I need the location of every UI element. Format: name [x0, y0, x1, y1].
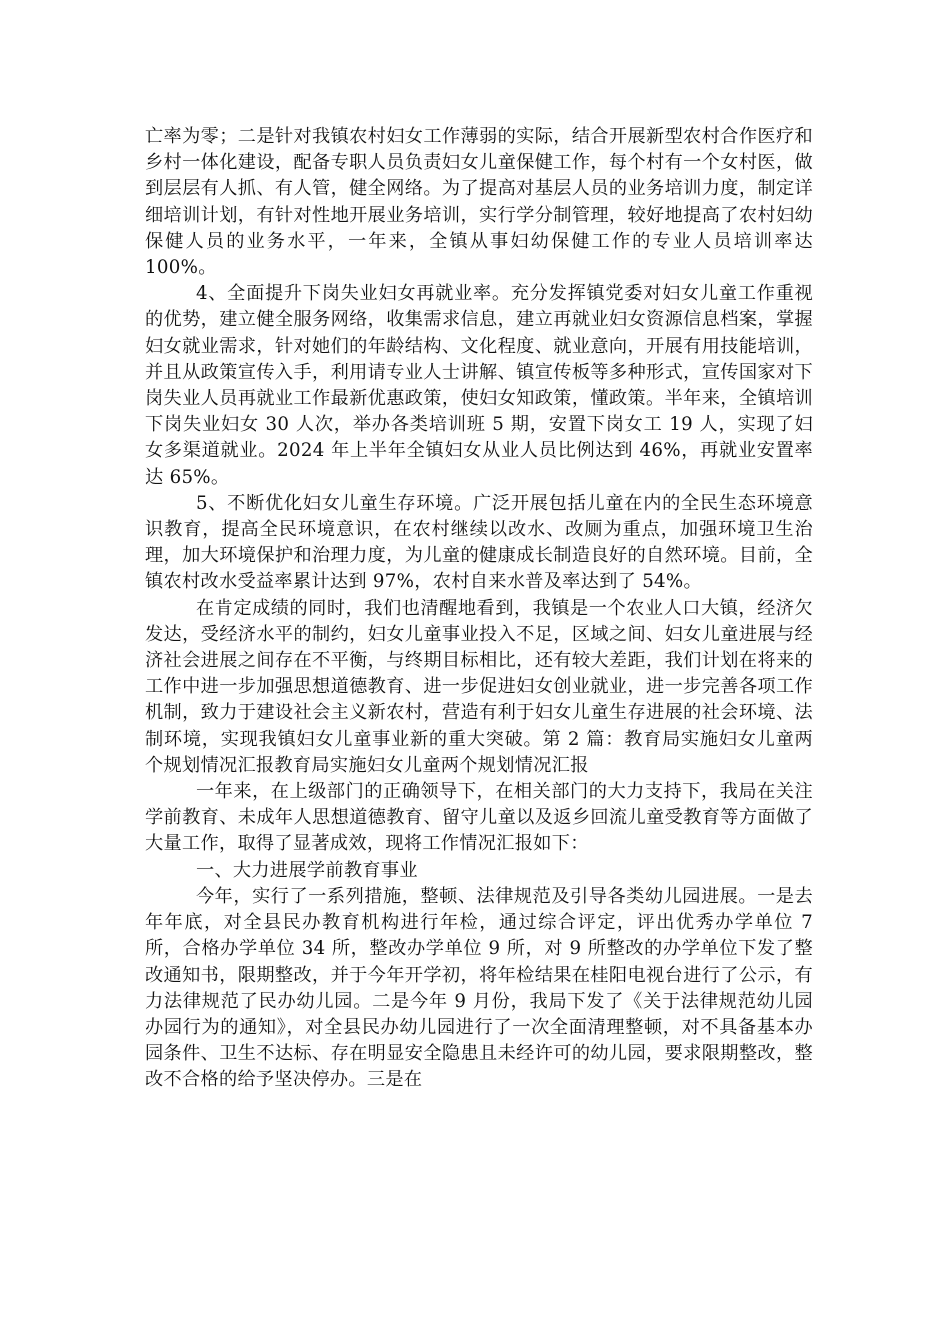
section-heading: 一、大力进展学前教育事业: [195, 859, 418, 881]
paragraph-6: 今年，实行了一系列措施，整顿、法律规范及引导各类幼儿园进展。一是去年年底，对全县民办教育机构进行年检，通过综合评定，评出优秀办学单位 7 所，合格办学单位 34 所，整改办学单位 9 所，对 9 所整改的办学单位下发了整改通知书，限期整改，并于今年开学初，将年检结果在桂阳电视台进行了公示，有力法律规范了民办幼儿园。二是今年 9 月份，我局下发了《关于法律规范幼儿园办园行为的通知》，对全县民办幼儿园进行了一次全面清理整顿，对不具备基本办园条件、卫生不达标、存在明显安全隐患且未经许可的幼儿园，要求限期整改，整改不合格的给予坚决停办。三是在: [145, 885, 813, 1091]
document-page: [145, 124, 813, 1094]
paragraph-4: 在肯定成绩的同时，我们也清醒地看到，我镇是一个农业人口大镇，经济欠发达，受经济水平的制约，妇女儿童事业投入不足，区域之间、妇女儿童进展与经济社会进展之间存在不平衡，与终期目标相比，还有较大差距，我们计划在将来的工作中进一步加强思想道德教育、进一步促进妇女创业就业，进一步完善各项工作机制，致力于建设社会主义新农村，营造有利于妇女儿童生存进展的社会环境、法制环境，实现我镇妇女儿童事业新的重大突破。第 2 篇：教育局实施妇女儿童两个规划情况汇报教育局实施妇女儿童两个规划情况汇报: [145, 597, 813, 776]
paragraph-3: 5、不断优化妇女儿童生存环境。广泛开展包括儿童在内的全民生态环境意识教育，提高全民环境意识，在农村继续以改水、改厕为重点，加强环境卫生治理，加大环境保护和治理力度，为儿童的健康成长制造良好的自然环境。目前，全镇农村改水受益率累计达到 97%，农村自来水普及率达到了 54%。: [145, 492, 813, 593]
paragraph-1: 亡率为零；二是针对我镇农村妇女工作薄弱的实际，结合开展新型农村合作医疗和乡村一体化建设，配备专职人员负责妇女儿童保健工作，每个村有一个女村医，做到层层有人抓、有人管，健全网络。为了提高对基层人员的业务培训力度，制定详细培训计划，有针对性地开展业务培训，实行学分制管理，较好地提高了农村妇幼保健人员的业务水平，一年来，全镇从事妇幼保健工作的专业人员培训率达 100%。: [145, 126, 813, 279]
paragraph-5: 一年来，在上级部门的正确领导下，在相关部门的大力支持下，我局在关注学前教育、未成年人思想道德教育、留守儿童以及返乡回流儿童受教育等方面做了大量工作，取得了显著成效，现将工作情况汇报如下：: [145, 781, 813, 855]
paragraph-2: 4、全面提升下岗失业妇女再就业率。充分发挥镇党委对妇女儿童工作重视的优势，建立健全服务网络，收集需求信息，建立再就业妇女资源信息档案，掌握妇女就业需求，针对她们的年龄结构、文化程度、就业意向，开展有用技能培训，并且从政策宣传入手，利用请专业人士讲解、镇宣传板等多种形式，宣传国家对下岗失业人员再就业工作最新优惠政策，使妇女知政策，懂政策。半年来，全镇培训下岗失业妇女 30 人次，举办各类培训班 5 期，安置下岗女工 19 人，实现了妇女多渠道就业。2024 年上半年全镇妇女从业人员比例达到 46%，再就业安置率达 65%。: [145, 283, 813, 488]
